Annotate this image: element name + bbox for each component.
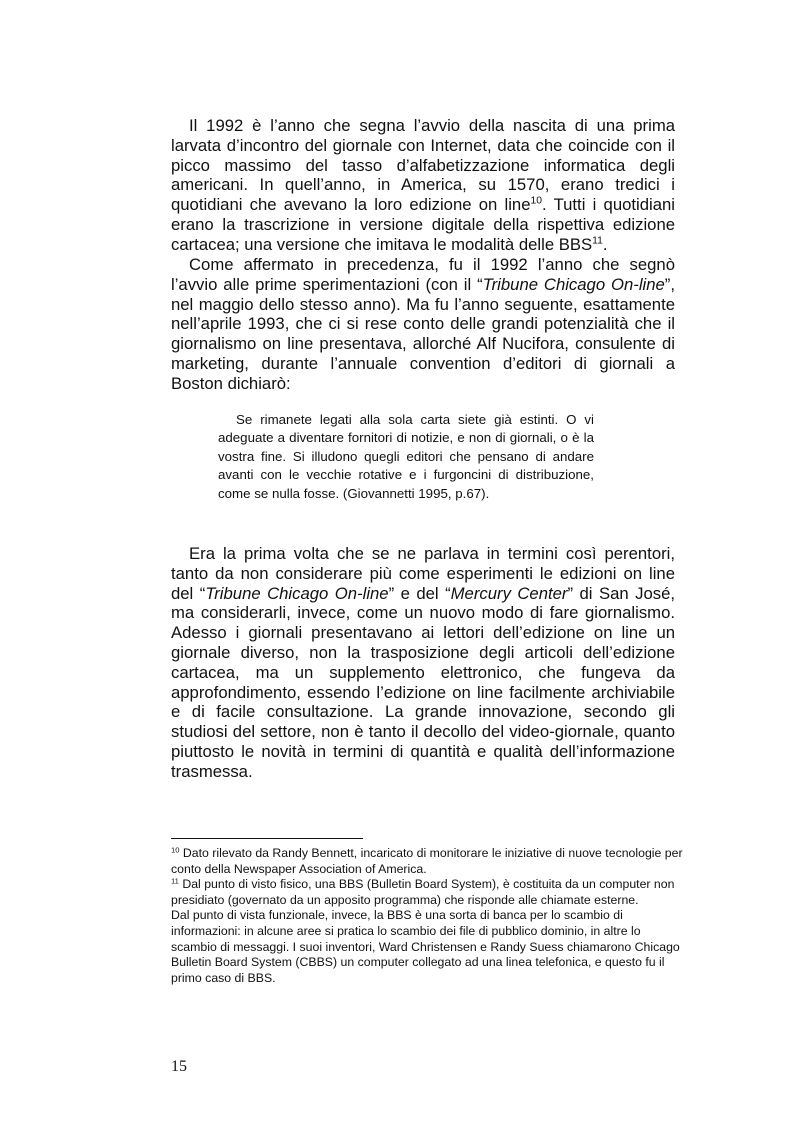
paragraph-1-text-b: . Tutti i quotidiani erano la trascrizione in versione digitale della rispettiva edizione cartacea; una versione che imitava le modalità delle BBS (171, 195, 675, 254)
body-paragraph-3 (171, 544, 675, 782)
paragraph-3-text-c: ” di San José, ma considerarli, invece, come un nuovo modo di fare giornalismo. Adesso i giornali presentavano ai lettori dell’edizione on line un giornale diverso, non la trasposizione degli articoli dell’edizione cartacea, ma un supplemento elettronico, che fungeva da approfondimento, essendo l’edizione on line facilmente archiviabile e di facile consultazione. La grande innovazione, secondo gli studiosi del settore, non è tanto il decollo del video-giornale, quanto piuttosto le novità in termini di quantità e qualità dell’informazione trasmessa. (171, 583, 675, 781)
footnote-11 (171, 877, 683, 908)
paragraph-1-text-c: . (602, 234, 608, 254)
footnote-10-text: Dato rilevato da Randy Bennett, incaricato di monitorare le iniziative di nuove tecnologie per conto della Newspaper Association of America. (171, 846, 683, 876)
footnote-separator (171, 838, 363, 839)
body-paragraph-1 (171, 116, 675, 255)
paragraph-1-text-a: Il 1992 è l’anno che segna l’avvio della nascita di una prima larvata d’incontro del giornale con Internet, data che coincide con il picco massimo del tasso d’alfabetizzazione informatica degli americani. In quell’anno, in America, su 1570, erano tredici i quotidiani che avevano la loro edizione on line (171, 116, 675, 215)
footnote-10 (171, 846, 683, 877)
footnote-11-continued: Dal punto di vista funzionale, invece, la BBS è una sorta di banca per lo scambio di informazioni: in alcune aree si pratica lo scambio dei file di pubblico dominio, in altre lo scambio di messaggi. I suoi inventori, Ward Christensen e Randy Suess chiamarono Chicago Bulletin Board System (CBBS) un computer collegato ad una linea telefonica, e questo fu il primo caso di BBS. (171, 908, 680, 985)
paragraph-3-italic-title-1: Tribune Chicago On-line (205, 583, 389, 603)
paragraph-2-text-b: ”, nel maggio dello stesso anno). Ma fu l’anno seguente, esattamente nell’aprile 1993, che ci si rese conto delle grandi potenzialità che il giornalismo on line presentava, allorché Alf Nucifora, consulente di marketing, durante l’annuale convention d’editori di giornali a Boston dichiarò: (171, 274, 675, 393)
paragraph-2-italic-title: Tribune Chicago On-line (482, 274, 665, 294)
paragraph-3-italic-title-2: Mercury Center (450, 583, 568, 603)
footnote-ref-11[interactable]: 11 (592, 235, 603, 247)
block-quote: Se rimanete legati alla sola carta siete già estinti. O vi adeguate a diventare fornitori di notizie, e non di giornali, o è la vostra fine. Si illudono quegli editori che pensano di andare avanti con le vecchie rotative e i furgoncini di distribuzione, come se nulla fosse. (Giovannetti 1995, p.67). (218, 412, 594, 501)
footnote-11-text: Dal punto di visto fisico, una BBS (Bulletin Board System), è costituita da un computer non presidiato (governato da un apposito programma) che risponde alle chiamate esterne. (171, 877, 675, 907)
footnote-10-number: 10 (171, 845, 180, 855)
footnote-ref-10[interactable]: 10 (530, 195, 543, 207)
paragraph-3-text-b: ” e del “ (388, 583, 451, 603)
body-paragraph-2 (171, 255, 675, 394)
footnote-11-number: 11 (171, 876, 179, 886)
footnotes (171, 846, 683, 986)
paragraph-3-text-a: Era la prima volta che se ne parlava in termini così perentori, tanto da non considerare più come esperimenti le edizioni on line del “ (171, 544, 675, 603)
page-number: 15 (171, 1058, 187, 1075)
paragraph-2-text-a: Come affermato in precedenza, fu il 1992 l’anno che segnò l’avvio alle prime sperimentazioni (con il “ (171, 255, 675, 294)
